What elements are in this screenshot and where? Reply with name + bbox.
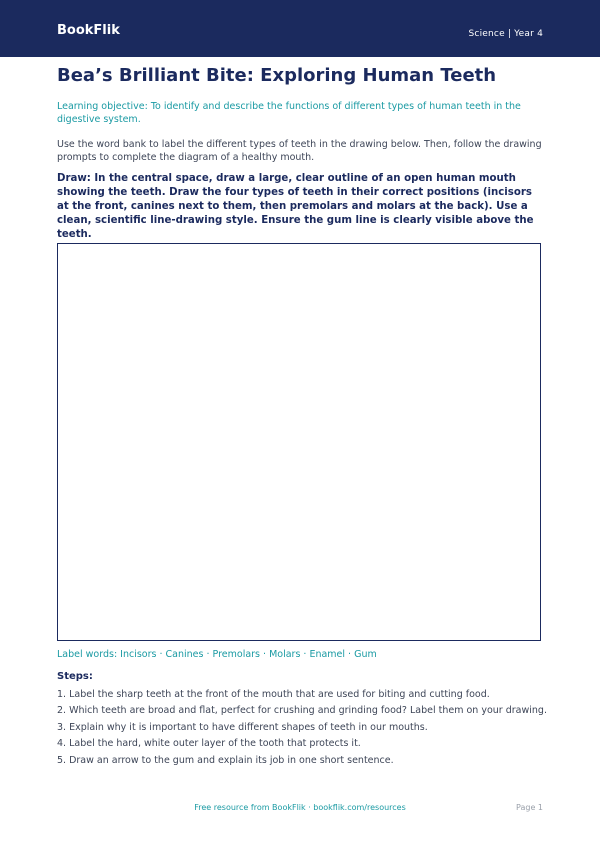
draw-prompt: Draw: In the central space, draw a large, clear outline of an open human mouth showing the teeth. Draw the four types of teeth in their correct positions (incisors at the front, canines next to them, then premolars and molars at the back). Use a clean, scientific line-drawing style. Ensure the gum line is clearly visible above the teeth.: [57, 173, 534, 240]
steps-heading: Steps:: [57, 671, 93, 682]
instructions-text: Use the word bank to label the different types of teeth in the drawing below. Then, follow the drawing prompts to complete the diagram of a healthy mouth.: [57, 139, 542, 163]
drawing-area[interactable]: [57, 243, 541, 641]
brand-logo: BookFlik: [57, 23, 120, 38]
page-number: Page 1: [516, 803, 543, 812]
step-item: 5. Draw an arrow to the gum and explain its job in one short sentence.: [57, 754, 394, 766]
step-item: 1. Label the sharp teeth at the front of the mouth that are used for biting and cutting food.: [57, 689, 490, 700]
learning-objective: Learning objective: To identify and describe the functions of different types of human teeth in the digestive system.: [57, 101, 521, 125]
word-bank: Label words: Incisors · Canines · Premolars · Molars · Enamel · Gum: [57, 649, 377, 660]
worksheet-title: Bea’s Brilliant Bite: Exploring Human Teeth: [57, 65, 497, 86]
step-item: 3. Explain why it is important to have different shapes of teeth in our mouths.: [57, 721, 428, 733]
footer-credit-link[interactable]: Free resource from BookFlik · bookflik.com/resources: [194, 803, 406, 812]
subject-year-meta: Science | Year 4: [468, 29, 543, 39]
header-bar: [0, 0, 600, 57]
step-item: 2. Which teeth are broad and flat, perfect for crushing and grinding food? Label them on your drawing.: [57, 705, 547, 717]
steps-list: [57, 688, 547, 770]
step-item: 4. Label the hard, white outer layer of the tooth that protects it.: [57, 738, 361, 750]
